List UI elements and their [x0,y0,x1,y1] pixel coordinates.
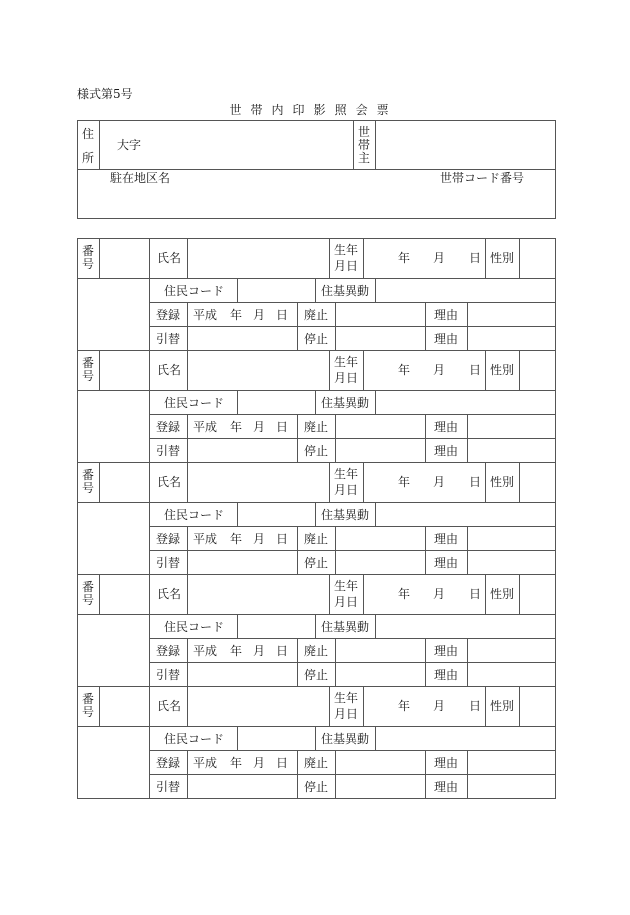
suspension-label: 停止 [304,444,329,458]
juki-change-label: 住基異動 [321,732,370,746]
month-label: 月 [253,644,266,658]
year-label: 年 [398,363,411,377]
householder-label [357,126,371,165]
form-number: 様式第5号 [77,87,133,101]
number-char: 号 [81,593,94,607]
resident-code-label: 住民コード [164,284,225,298]
reason-label: 理由 [434,756,459,770]
district-label: 駐在地区名 [110,171,171,185]
sex-label: 性別 [490,699,515,713]
month-label: 月 [253,308,266,322]
reason-label: 理由 [434,556,459,570]
address-label-1: 住 [82,127,95,141]
month-label: 月 [433,475,446,489]
abolition-label: 廃止 [304,532,329,546]
abolition-label: 廃止 [304,420,329,434]
name-label: 氏名 [157,363,182,377]
day-label: 日 [276,308,289,322]
registration-label: 登録 [156,532,181,546]
juki-change-label: 住基異動 [321,284,370,298]
number-char: 号 [81,481,94,495]
reason-label: 理由 [434,308,459,322]
suspension-label: 停止 [304,780,329,794]
suspension-label: 停止 [304,332,329,346]
title-char: 会 [355,103,368,117]
reason-label: 理由 [434,532,459,546]
year-label: 年 [230,644,243,658]
transfer-label: 引替 [156,556,181,570]
reason-label: 理由 [434,780,459,794]
year-label: 年 [230,420,243,434]
year-label: 年 [230,308,243,322]
resident-code-label: 住民コード [164,732,225,746]
year-label: 年 [398,587,411,601]
transfer-label: 引替 [156,444,181,458]
sex-label: 性別 [490,251,515,265]
resident-code-label: 住民コード [164,620,225,634]
number-char: 号 [81,257,94,271]
householder-char: 帯 [357,138,370,152]
sex-label: 性別 [490,475,515,489]
record-block [0,238,630,351]
registration-label: 登録 [156,420,181,434]
birth-label-2: 月日 [334,483,359,497]
number-label [81,469,95,495]
name-label: 氏名 [157,587,182,601]
abolition-label: 廃止 [304,308,329,322]
day-label: 日 [276,644,289,658]
day-label: 日 [469,363,482,377]
name-label: 氏名 [157,699,182,713]
birth-label-2: 月日 [334,371,359,385]
abolition-label: 廃止 [304,756,329,770]
title-char: 影 [313,103,326,117]
reason-label: 理由 [434,332,459,346]
day-label: 日 [469,699,482,713]
month-label: 月 [433,251,446,265]
sex-label: 性別 [490,587,515,601]
birth-label-1: 生年 [334,355,359,369]
year-label: 年 [398,251,411,265]
header-divider [353,120,354,169]
era-label: 平成 [193,756,218,770]
sex-label: 性別 [490,363,515,377]
header-divider [99,120,100,169]
juki-change-label: 住基異動 [321,620,370,634]
record-block [0,686,630,799]
birth-label-1: 生年 [334,579,359,593]
resident-code-label: 住民コード [164,508,225,522]
juki-change-label: 住基異動 [321,396,370,410]
header-divider [77,169,556,170]
day-label: 日 [276,756,289,770]
birth-label-2: 月日 [334,259,359,273]
number-char: 番 [81,244,94,258]
suspension-label: 停止 [304,668,329,682]
householder-char: 主 [357,151,370,165]
day-label: 日 [276,420,289,434]
month-label: 月 [253,420,266,434]
number-char: 番 [81,356,94,370]
registration-label: 登録 [156,756,181,770]
birth-label-2: 月日 [334,707,359,721]
title-char: 内 [271,103,284,117]
day-label: 日 [276,532,289,546]
day-label: 日 [469,587,482,601]
address-label-2: 所 [82,151,95,165]
number-char: 号 [81,705,94,719]
number-char: 番 [81,580,94,594]
number-label [81,245,95,271]
number-char: 番 [81,692,94,706]
era-label: 平成 [193,644,218,658]
record-block [0,462,630,575]
month-label: 月 [433,587,446,601]
number-label [81,693,95,719]
era-label: 平成 [193,308,218,322]
year-label: 年 [398,699,411,713]
era-label: 平成 [193,532,218,546]
month-label: 月 [253,532,266,546]
transfer-label: 引替 [156,780,181,794]
resident-code-label: 住民コード [164,396,225,410]
month-label: 月 [433,699,446,713]
reason-label: 理由 [434,444,459,458]
page-title [225,104,393,116]
name-label: 氏名 [157,251,182,265]
reason-label: 理由 [434,668,459,682]
record-block [0,574,630,687]
registration-label: 登録 [156,644,181,658]
title-char: 印 [292,103,305,117]
record-block [0,350,630,463]
transfer-label: 引替 [156,332,181,346]
year-label: 年 [398,475,411,489]
month-label: 月 [433,363,446,377]
abolition-label: 廃止 [304,644,329,658]
year-label: 年 [230,532,243,546]
suspension-label: 停止 [304,556,329,570]
household-code-label: 世帯コード番号 [440,171,525,185]
reason-label: 理由 [434,420,459,434]
year-label: 年 [230,756,243,770]
name-label: 氏名 [157,475,182,489]
title-char: 世 [229,103,242,117]
day-label: 日 [469,251,482,265]
householder-char: 世 [357,125,370,139]
number-char: 号 [81,369,94,383]
day-label: 日 [469,475,482,489]
number-char: 番 [81,468,94,482]
number-label [81,357,95,383]
birth-label-1: 生年 [334,691,359,705]
reason-label: 理由 [434,644,459,658]
header-divider [375,120,376,169]
number-label [81,581,95,607]
birth-label-2: 月日 [334,595,359,609]
title-char: 照 [334,103,347,117]
transfer-label: 引替 [156,668,181,682]
birth-label-1: 生年 [334,243,359,257]
birth-label-1: 生年 [334,467,359,481]
registration-label: 登録 [156,308,181,322]
era-label: 平成 [193,420,218,434]
oaza-label: 大字 [117,138,142,152]
title-char: 帯 [250,103,263,117]
month-label: 月 [253,756,266,770]
juki-change-label: 住基異動 [321,508,370,522]
title-char: 票 [376,103,389,117]
